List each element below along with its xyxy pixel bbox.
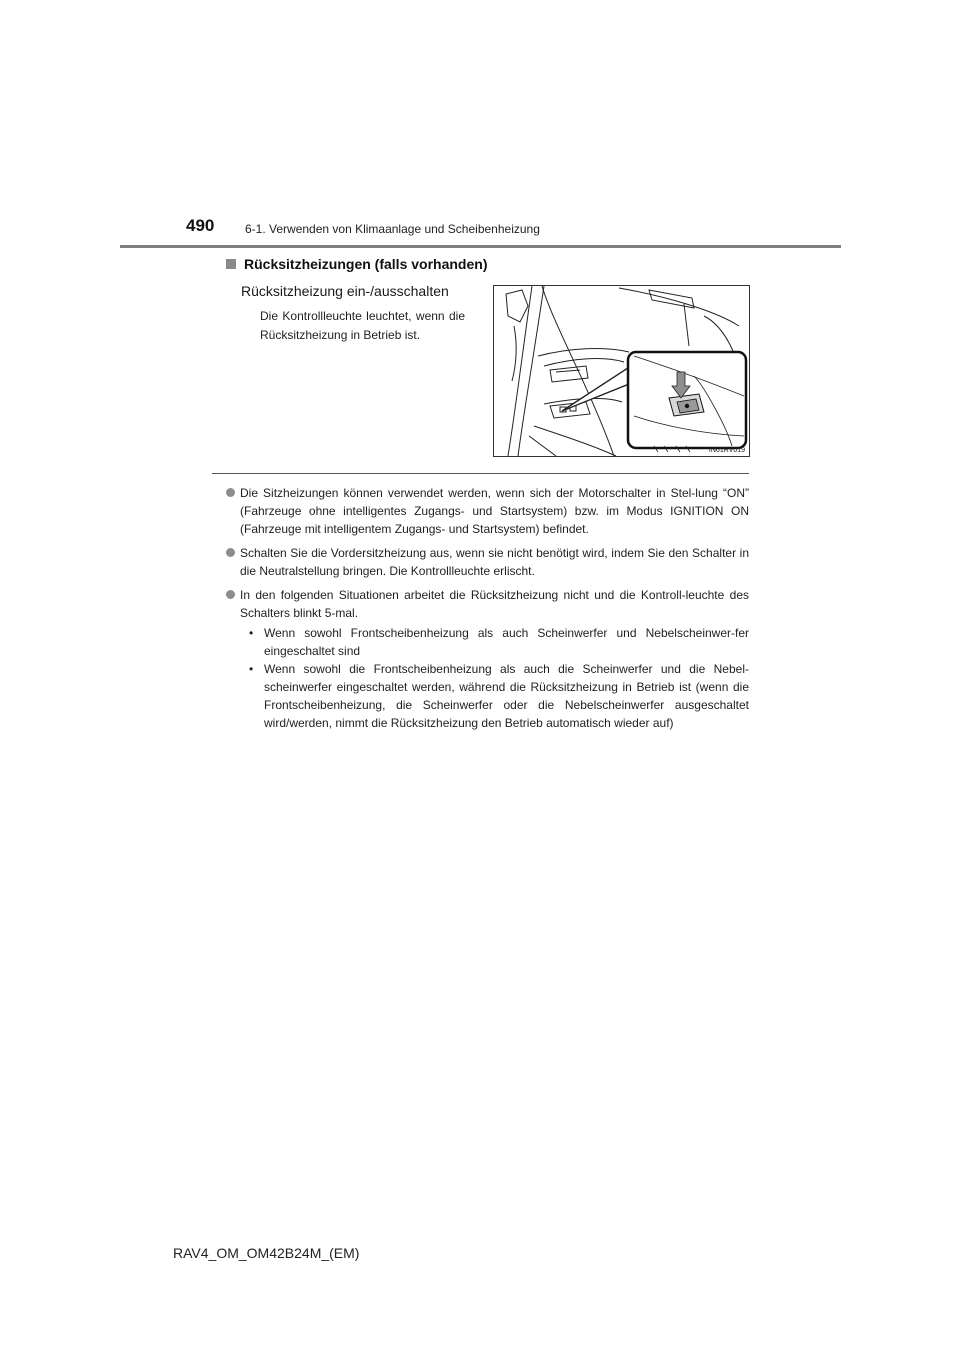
sub-note-item [240,624,749,660]
circle-bullet-icon [226,548,235,557]
section-heading-text: Rücksitzheizungen (falls vorhanden) [244,256,488,272]
square-bullet-icon [226,259,236,269]
sub-bullet: • [249,626,254,640]
sub-note-item [240,660,749,732]
note-text: In den folgenden Situationen arbeitet die Rücksitzheizung nicht und die Kontroll-leuchte des Schalters blinkt 5-mal. [240,588,749,620]
page-number: 490 [186,216,215,235]
callout-zoom-box [628,352,746,448]
sub-bullet: • [249,662,254,676]
sub-note-text: Wenn sowohl Frontscheibenheizung als auch Scheinwerfer und Nebelscheinwer-fer eingeschaltet sind [264,626,749,658]
header-rule [120,245,841,248]
section-title: 6-1. Verwenden von Klimaanlage und Scheibenheizung [245,222,540,236]
divider [212,473,749,474]
item-label: Rücksitzheizung ein-/ausschalten [241,283,449,299]
section-heading [226,256,487,272]
sub-note-list [240,624,749,732]
manual-code: RAV4_OM_OM42B24M_(EM) [173,1245,360,1261]
figure-code: IN61RV019 [708,447,745,454]
note-text: Schalten Sie die Vordersitzheizung aus, wenn sie nicht benötigt wird, indem Sie den Schalter in die Neutralstellung bringen. Die Kontrollleuchte erlischt. [240,546,749,578]
sub-note-text: Wenn sowohl die Frontscheibenheizung als auch die Scheinwerfer und die Nebel-scheinwerfer eingeschaltet werden, während die Rücksitzheizung in Betrieb ist (wenn die Frontscheibenheizung, die Scheinwerfer oder die Nebelscheinwerfer ausgeschaltet wird/werden, nimmt die Rücksitzheizung den Betrieb automatisch wieder auf) [264,662,749,730]
note-item [226,484,749,538]
note-item [226,586,749,732]
note-item [226,544,749,580]
notes-list [226,484,749,738]
car-door-illustration [494,286,749,456]
circle-bullet-icon [226,590,235,599]
item-description: Die Kontrollleuchte leuchtet, wenn die Rücksitzheizung in Betrieb ist. [260,309,465,342]
figure-rear-seat-heater-switch [493,285,750,457]
note-text: Die Sitzheizungen können verwendet werden, wenn sich der Motorschalter in Stel-lung “ON” (Fahrzeuge ohne intelligentes Zugangs- und Startsystem) bzw. im Modus IGNITION ON (Fahrzeuge mit intelligentem Zugangs- und Startsystem) befindet. [240,486,749,536]
circle-bullet-icon [226,488,235,497]
